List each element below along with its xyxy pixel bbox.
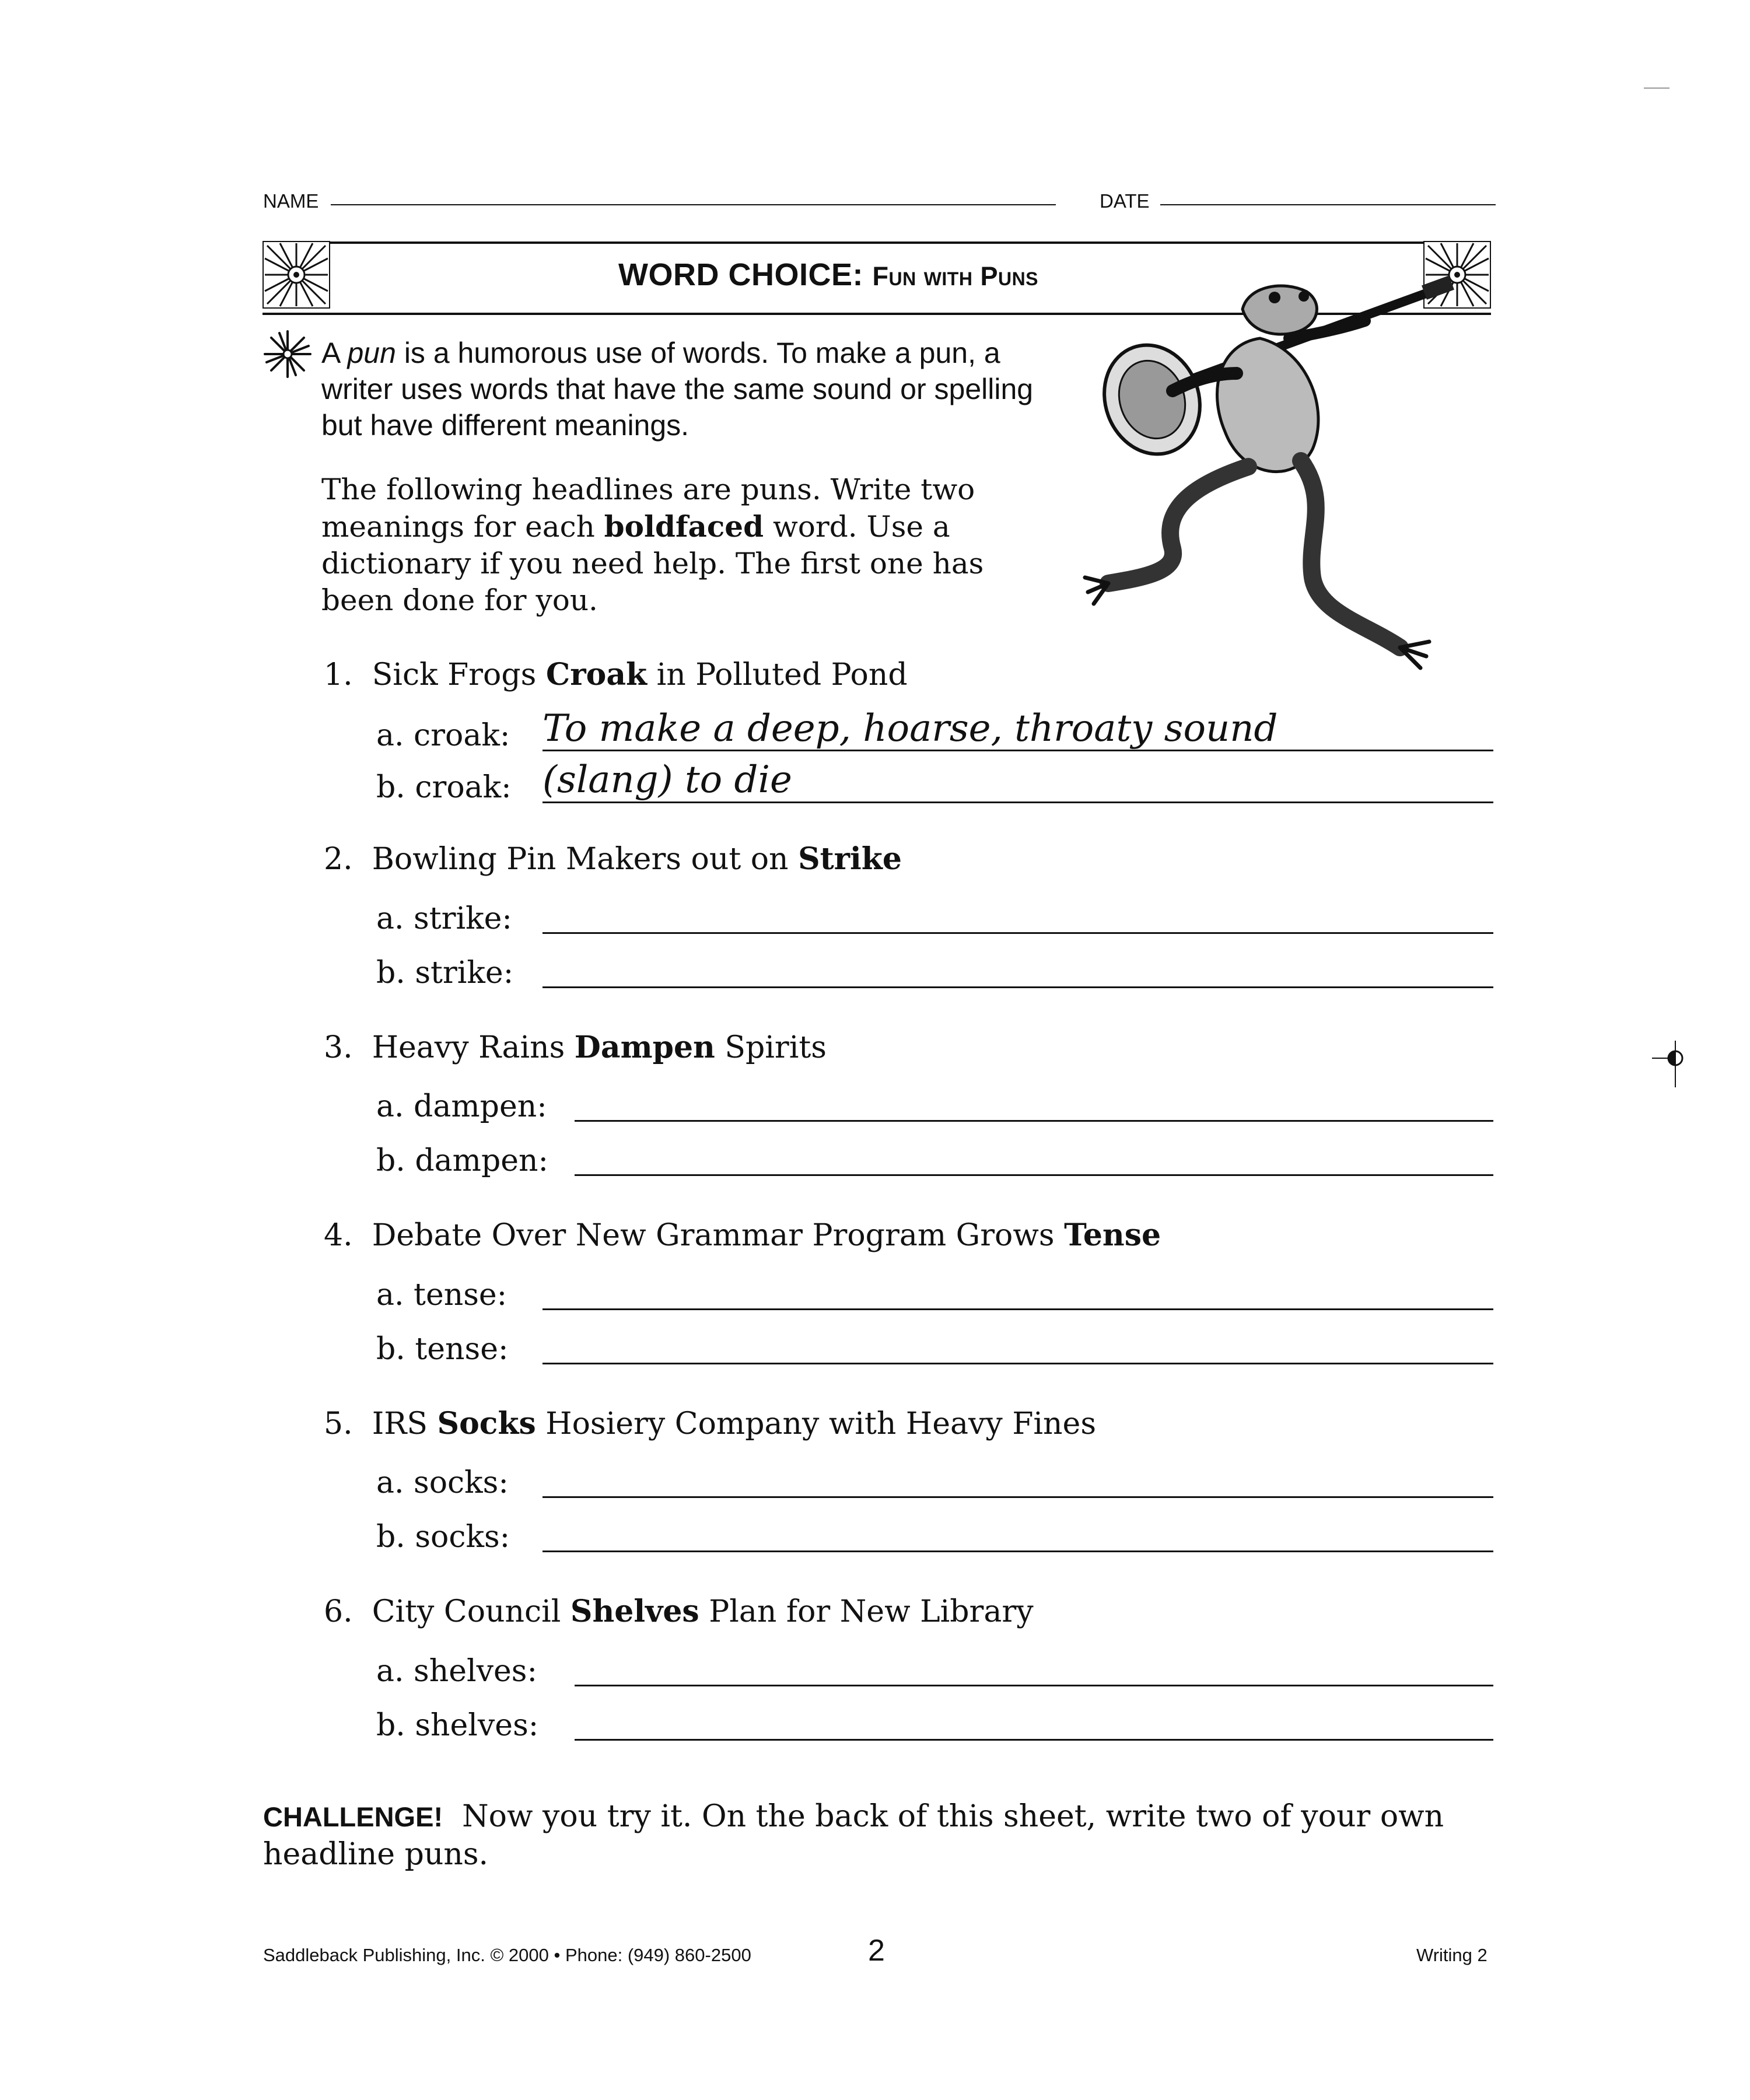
answer-label-3a: a. dampen: xyxy=(376,1089,547,1124)
answer-label-3b: b. dampen: xyxy=(376,1143,549,1178)
challenge-label: CHALLENGE! xyxy=(263,1801,443,1832)
answer-label-2a: a. strike: xyxy=(376,901,512,936)
date-field[interactable] xyxy=(1160,204,1496,205)
footer-series: Writing 2 xyxy=(1416,1945,1488,1965)
date-label: DATE xyxy=(1100,190,1150,212)
answer-line-4b[interactable] xyxy=(542,1363,1493,1364)
name-field[interactable] xyxy=(331,204,1056,205)
headline-2: 2. Bowling Pin Makers out on Strike xyxy=(324,841,902,877)
handwritten-answer-1b: (slang) to die xyxy=(542,758,792,802)
registration-mark-icon xyxy=(1652,1041,1687,1087)
answer-line-6b[interactable] xyxy=(575,1739,1493,1741)
headline-4: 4. Debate Over New Grammar Program Grows Tense xyxy=(324,1217,1161,1253)
headline-5: 5. IRS Socks Hosiery Company with Heavy Fines xyxy=(324,1406,1096,1441)
answer-line-5b[interactable] xyxy=(542,1550,1493,1552)
answer-label-5b: b. socks: xyxy=(376,1520,510,1555)
headline-1: 1. Sick Frogs Croak in Polluted Pond xyxy=(324,657,908,692)
challenge-text xyxy=(263,1798,1488,1873)
answer-label-6b: b. shelves: xyxy=(376,1708,539,1743)
name-label: NAME xyxy=(263,190,319,212)
headline-3: 3. Heavy Rains Dampen Spirits xyxy=(324,1030,827,1065)
answer-line-2b[interactable] xyxy=(542,986,1493,988)
answer-label-2b: b. strike: xyxy=(376,956,514,991)
title-sub: Fun with Puns xyxy=(872,261,1039,291)
answer-label-1b: b. croak: xyxy=(376,770,512,805)
answer-line-3a[interactable] xyxy=(575,1120,1493,1122)
title-main: WORD CHOICE: xyxy=(618,257,863,292)
answer-label-6a: a. shelves: xyxy=(376,1654,537,1689)
answer-label-1a: a. croak: xyxy=(376,718,510,753)
answer-line-3b[interactable] xyxy=(575,1174,1493,1176)
answer-label-4a: a. tense: xyxy=(376,1278,508,1312)
page-title xyxy=(618,257,1038,293)
answer-line-1b[interactable] xyxy=(542,802,1493,803)
instructions: The following headlines are puns. Write two meanings for each boldfaced word. Use a dictionary if you need help. The first one has been done for you. xyxy=(321,473,984,617)
starburst-left-icon xyxy=(262,241,330,309)
bullet-starburst-icon xyxy=(264,330,312,378)
page-number: 2 xyxy=(868,1934,885,1968)
answer-line-6a[interactable] xyxy=(575,1685,1493,1686)
frog-banjo-icon xyxy=(1073,274,1458,671)
handwritten-answer-1a: To make a deep, hoarse, throaty sound xyxy=(542,707,1278,750)
answer-label-4b: b. tense: xyxy=(376,1332,509,1367)
crop-mark xyxy=(1644,88,1670,89)
headline-6: 6. City Council Shelves Plan for New Library xyxy=(324,1594,1034,1629)
challenge-body: Now you try it. On the back of this sheet, write two of your own headline puns. xyxy=(263,1799,1444,1872)
answer-label-5a: a. socks: xyxy=(376,1465,509,1500)
pun-definition: A pun is a humorous use of words. To make a pun, a writer uses words that have the same sound or spelling but have different meanings. xyxy=(321,337,1034,442)
answer-line-5a[interactable] xyxy=(542,1496,1493,1498)
answer-line-2a[interactable] xyxy=(542,932,1493,934)
footer-publisher: Saddleback Publishing, Inc. © 2000 • Phone: (949) 860-2500 xyxy=(263,1945,751,1965)
answer-line-4a[interactable] xyxy=(542,1308,1493,1310)
